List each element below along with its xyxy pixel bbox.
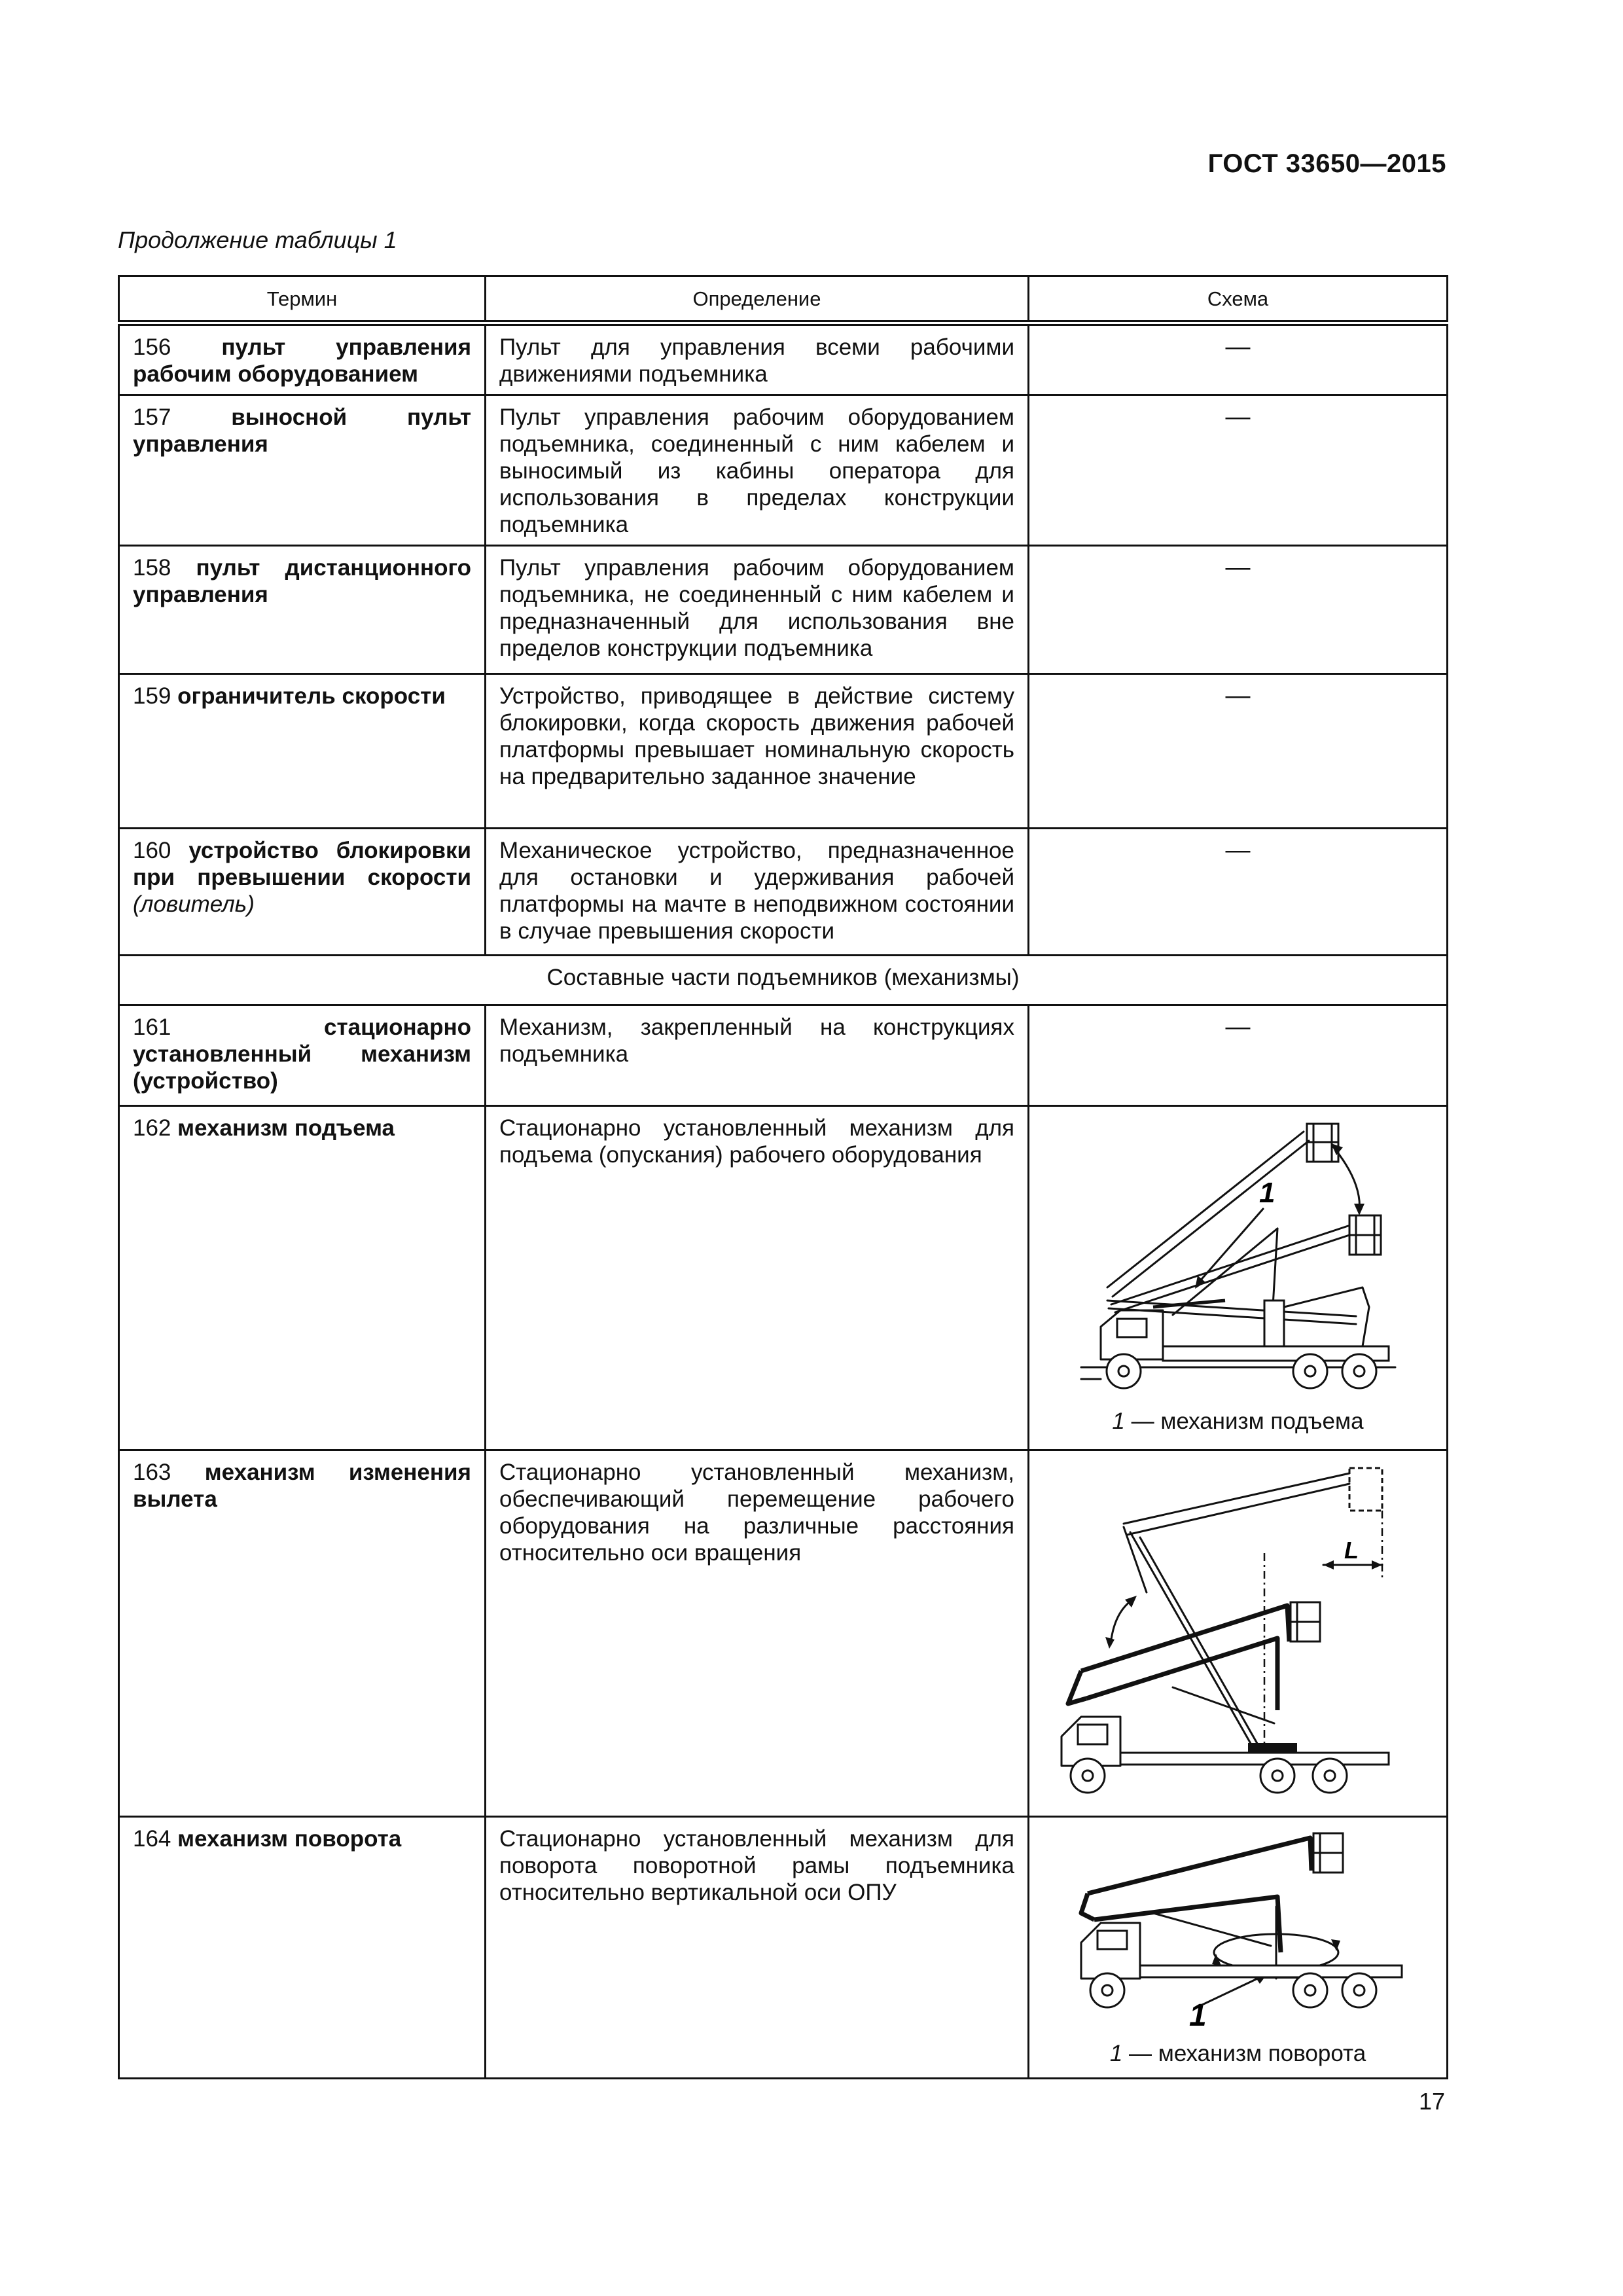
scheme-cell: — <box>1029 1005 1448 1106</box>
term-number: 159 <box>133 683 171 709</box>
table-row <box>119 546 1448 674</box>
table-row <box>119 1106 1448 1450</box>
term-name: стационарно установленный механизм (устройство) <box>133 1014 471 1094</box>
term-cell <box>119 674 486 829</box>
page-number: 17 <box>1418 2088 1445 2115</box>
column-header-term: Термин <box>119 276 486 323</box>
term-synonym: (ловитель) <box>133 891 255 917</box>
figure-caption-number: 1 <box>1112 1408 1125 1434</box>
term-number: 160 <box>133 838 171 863</box>
definition-cell: Стационарно установленный механизм для поворота поворотной рамы подъемника относительно вертикальной оси ОПУ <box>486 1817 1029 2079</box>
table-row <box>119 1450 1448 1817</box>
definition-cell: Стационарно установленный механизм для подъема (опускания) рабочего оборудования <box>486 1106 1029 1450</box>
term-number: 162 <box>133 1115 171 1141</box>
term-name: устройство блокировки при превышении скорости <box>133 838 471 890</box>
term-cell <box>119 546 486 674</box>
table-row <box>119 674 1448 829</box>
scheme-cell <box>1029 1450 1448 1817</box>
term-cell <box>119 1005 486 1106</box>
table-row <box>119 395 1448 546</box>
definition-cell: Механизм, закрепленный на конструкциях подъемника <box>486 1005 1029 1106</box>
section-title: Составные части подъемников (механизмы) <box>119 956 1448 1005</box>
figure-caption <box>1036 2040 1440 2067</box>
term-name: механизм поворота <box>177 1826 402 1852</box>
lifting-mechanism-figure <box>1055 1111 1421 1405</box>
figure-callout-label: 1 <box>1258 1177 1275 1209</box>
table-row <box>119 1817 1448 2079</box>
column-header-scheme: Схема <box>1029 276 1448 323</box>
definition-cell: Механическое устройство, предназначенное для остановки и удерживания рабочей платформы на мачте в неподвижном состоянии в случае превышения скорости <box>486 829 1029 956</box>
definition-cell: Пульт управления рабочим оборудованием подъемника, соединенный с ним кабелем и выносимый из кабины оператора для использования в пределах конструкции подъемника <box>486 395 1029 546</box>
definition-cell: Устройство, приводящее в действие систему блокировки, когда скорость движения рабочей платформы превышает номинальную скорость на предварительно заданное значение <box>486 674 1029 829</box>
scheme-cell: — <box>1029 829 1448 956</box>
terms-table <box>118 275 1448 2079</box>
scheme-cell: — <box>1029 674 1448 829</box>
column-header-definition: Определение <box>486 276 1029 323</box>
scheme-cell: — <box>1029 323 1448 395</box>
term-cell <box>119 1450 486 1817</box>
term-number: 158 <box>133 555 171 581</box>
term-cell <box>119 395 486 546</box>
scheme-cell <box>1029 1106 1448 1450</box>
definition-cell: Пульт для управления всеми рабочими движениями подъемника <box>486 323 1029 395</box>
table-row <box>119 1005 1448 1106</box>
figure-callout-label: 1 <box>1188 1998 1207 2033</box>
table-row <box>119 829 1448 956</box>
term-number: 161 <box>133 1014 171 1040</box>
figure-caption <box>1036 1408 1440 1435</box>
term-name: механизм подъема <box>177 1115 395 1141</box>
reach-mechanism-figure <box>1042 1455 1435 1795</box>
term-name: пульт управления рабочим оборудованием <box>133 334 471 387</box>
term-cell <box>119 829 486 956</box>
term-number: 163 <box>133 1460 171 1485</box>
slewing-mechanism-figure <box>1055 1821 1421 2037</box>
scheme-cell: — <box>1029 395 1448 546</box>
scheme-cell: — <box>1029 546 1448 674</box>
term-name: выносной пульт управления <box>133 404 471 457</box>
scheme-cell <box>1029 1817 1448 2079</box>
definition-cell: Стационарно установленный механизм, обеспечивающий перемещение рабочего оборудования на различные расстояния относительно оси вращения <box>486 1450 1029 1817</box>
term-name: ограничитель скорости <box>177 683 446 709</box>
term-cell <box>119 1817 486 2079</box>
table-row <box>119 323 1448 395</box>
figure-caption-text: — механизм поворота <box>1122 2041 1366 2066</box>
table-caption: Продолжение таблицы 1 <box>118 226 397 253</box>
reach-dimension-label: L <box>1344 1537 1359 1564</box>
term-cell <box>119 1106 486 1450</box>
term-name: механизм изменения вылета <box>133 1460 471 1512</box>
term-name: пульт дистанционного управления <box>133 555 471 607</box>
figure-caption-text: — механизм подъема <box>1124 1408 1364 1434</box>
term-number: 164 <box>133 1826 171 1852</box>
term-cell <box>119 323 486 395</box>
section-row <box>119 956 1448 1005</box>
document-number: ГОСТ 33650—2015 <box>1207 149 1446 178</box>
term-number: 157 <box>133 404 171 430</box>
definition-cell: Пульт управления рабочим оборудованием подъемника, не соединенный с ним кабелем и предназначенный для использования вне пределов конструкции подъемника <box>486 546 1029 674</box>
table-header-row <box>119 276 1448 323</box>
figure-caption-number: 1 <box>1109 2041 1123 2066</box>
term-number: 156 <box>133 334 171 360</box>
